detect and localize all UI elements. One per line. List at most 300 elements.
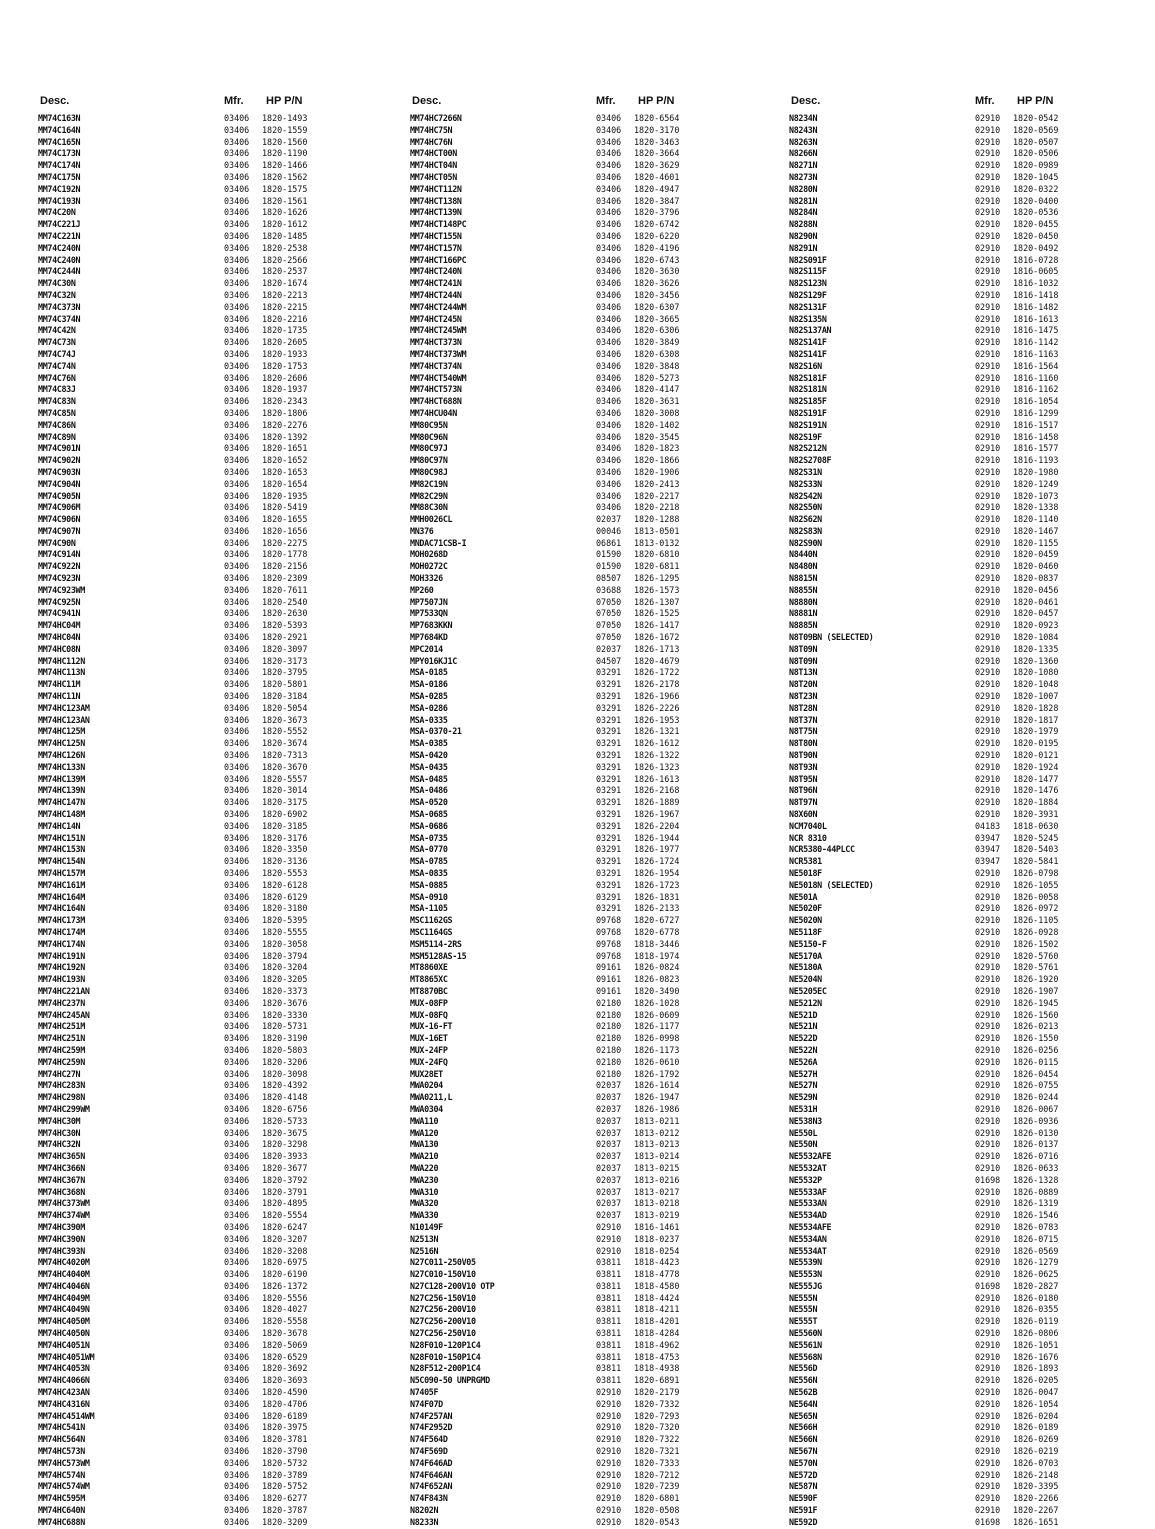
manufacturer-code: 03406 <box>596 466 622 477</box>
part-description: MM74HC4049N <box>38 1304 90 1315</box>
hp-part-number: 1820-1338 <box>1013 502 1059 513</box>
hp-part-number: 1820-3975 <box>262 1422 308 1433</box>
part-description: MSA-0485 <box>410 773 448 784</box>
hp-part-number: 1820-3795 <box>262 667 308 678</box>
part-description: MM74HC30N <box>38 1127 81 1138</box>
hp-part-number: 1820-2216 <box>262 313 308 324</box>
part-description: NE555T <box>789 1316 818 1327</box>
manufacturer-code: 02910 <box>596 1410 622 1421</box>
hp-part-number: 1816-1054 <box>1013 396 1059 407</box>
manufacturer-code: 03811 <box>596 1269 622 1280</box>
manufacturer-code: 02180 <box>596 997 622 1008</box>
table-row <box>410 1363 770 1375</box>
manufacturer-code: 02037 <box>596 1198 622 1209</box>
manufacturer-code: 03406 <box>224 360 250 371</box>
table-row <box>410 1092 770 1104</box>
manufacturer-code: 03811 <box>596 1328 622 1339</box>
table-row <box>789 373 1149 385</box>
manufacturer-code: 02910 <box>975 525 1001 536</box>
part-description: MM74HC640N <box>38 1505 85 1516</box>
manufacturer-code: 02910 <box>975 1103 1001 1114</box>
manufacturer-code: 02910 <box>975 514 1001 525</box>
table-row <box>38 514 398 526</box>
part-description: MM88C30N <box>410 502 448 513</box>
part-description: MOH3326 <box>410 573 443 584</box>
hp-part-number: 1820-0542 <box>1013 113 1059 123</box>
table-row <box>789 443 1149 455</box>
table-row <box>789 632 1149 644</box>
part-description: MM82C19N <box>410 478 448 489</box>
manufacturer-code: 02910 <box>975 962 1001 973</box>
hp-part-number: 1820-3674 <box>262 738 308 749</box>
table-row <box>38 738 398 750</box>
part-description: MM74HCT688N <box>410 396 462 407</box>
manufacturer-code: 03406 <box>224 915 250 926</box>
part-description: MM74C904N <box>38 478 81 489</box>
part-description: NE501A <box>789 891 818 902</box>
table-row <box>410 302 770 314</box>
part-description: MT8870BC <box>410 985 448 996</box>
table-row <box>38 196 398 208</box>
table-row <box>410 514 770 526</box>
table-row <box>38 1222 398 1234</box>
part-description: MM74HC151N <box>38 832 85 843</box>
manufacturer-code: 02910 <box>975 337 1001 348</box>
table-row <box>38 160 398 172</box>
manufacturer-code: 03406 <box>224 254 250 265</box>
table-row <box>38 750 398 762</box>
table-row <box>38 679 398 691</box>
table-row <box>789 491 1149 503</box>
table-row <box>789 384 1149 396</box>
manufacturer-code: 02910 <box>975 573 1001 584</box>
part-description: N8815N <box>789 573 818 584</box>
hp-part-number: 1820-1140 <box>1013 514 1059 525</box>
part-description: N82S191N <box>789 419 827 430</box>
hp-part-number: 1820-6810 <box>634 549 680 560</box>
part-description: NE5534AN <box>789 1233 827 1244</box>
part-description: MM74C32N <box>38 289 76 300</box>
manufacturer-code: 02910 <box>975 1210 1001 1221</box>
hp-part-number: 1820-2218 <box>634 502 680 513</box>
hp-part-number: 1820-0121 <box>1013 750 1059 761</box>
part-description: N74F564D <box>410 1434 448 1445</box>
hp-part-number: 1820-5760 <box>1013 950 1059 961</box>
part-description: MM74C83N <box>38 396 76 407</box>
hp-part-number: 1820-6564 <box>634 113 680 123</box>
table-row <box>410 1328 770 1340</box>
table-row <box>38 1128 398 1140</box>
part-description: MM74HC4051WM <box>38 1351 95 1362</box>
part-description: MMH0026CL <box>410 514 453 525</box>
hp-part-number: 1816-1517 <box>1013 419 1059 430</box>
manufacturer-code: 03406 <box>224 738 250 749</box>
hp-part-number: 1826-1889 <box>634 797 680 808</box>
manufacturer-code: 02910 <box>975 1151 1001 1162</box>
table-row <box>38 1104 398 1116</box>
manufacturer-code: 02910 <box>975 1493 1001 1504</box>
hp-part-number: 1820-6891 <box>634 1375 680 1386</box>
table-row <box>789 1399 1149 1411</box>
part-description: N7405F <box>410 1387 439 1398</box>
hp-part-number: 1820-3630 <box>634 266 680 277</box>
part-description: N8266N <box>789 148 818 159</box>
hp-part-number: 1826-1724 <box>634 856 680 867</box>
hp-part-number: 1820-3456 <box>634 289 680 300</box>
part-description: N8T09N <box>789 655 818 666</box>
part-description: MSC1164GS <box>410 926 453 937</box>
hp-part-number: 1820-4947 <box>634 183 680 194</box>
part-description: N8480N <box>789 561 818 572</box>
manufacturer-code: 09768 <box>596 938 622 949</box>
table-row <box>38 1234 398 1246</box>
table-row <box>38 998 398 1010</box>
part-description: MM74HC366N <box>38 1162 85 1173</box>
manufacturer-code: 07050 <box>596 596 622 607</box>
part-description: MM74C74J <box>38 348 76 359</box>
part-description: N8T23N <box>789 691 818 702</box>
hp-part-number: 1820-1979 <box>1013 726 1059 737</box>
table-row <box>38 1198 398 1210</box>
manufacturer-code: 03406 <box>224 573 250 584</box>
manufacturer-code: 09161 <box>596 985 622 996</box>
manufacturer-code: 02910 <box>975 903 1001 914</box>
hp-part-number: 1820-1402 <box>634 419 680 430</box>
manufacturer-code: 02910 <box>975 242 1001 253</box>
hp-part-number: 1820-1466 <box>262 160 308 171</box>
hp-part-number: 1826-0119 <box>1013 1316 1059 1327</box>
table-row <box>410 785 770 797</box>
hp-part-number: 1820-7313 <box>262 750 308 761</box>
manufacturer-code: 03406 <box>224 1115 250 1126</box>
hp-part-number: 1820-1980 <box>1013 466 1059 477</box>
manufacturer-code: 03291 <box>596 832 622 843</box>
manufacturer-code: 03406 <box>596 289 622 300</box>
manufacturer-code: 01698 <box>975 1174 1001 1185</box>
hp-part-number: 1820-5553 <box>262 868 308 878</box>
part-description: N82S185F <box>789 396 827 407</box>
manufacturer-code: 03406 <box>596 360 622 371</box>
manufacturer-code: 03291 <box>596 761 622 772</box>
table-row <box>789 620 1149 632</box>
manufacturer-code: 02037 <box>596 514 622 525</box>
hp-part-number: 1820-5761 <box>1013 962 1059 973</box>
hp-part-number: 1816-1613 <box>1013 313 1059 324</box>
part-description: MN376 <box>410 525 434 536</box>
table-row <box>38 314 398 326</box>
hp-part-number: 1820-2217 <box>634 490 680 501</box>
table-row <box>789 266 1149 278</box>
manufacturer-code: 02910 <box>975 1068 1001 1079</box>
hp-part-number: 1820-0837 <box>1013 573 1059 584</box>
hp-part-number: 1820-1656 <box>262 525 308 536</box>
hp-part-number: 1820-1933 <box>262 348 308 359</box>
manufacturer-code: 03406 <box>224 1339 250 1350</box>
table-row <box>38 278 398 290</box>
table-row <box>789 797 1149 809</box>
hp-part-number: 1820-3848 <box>634 360 680 371</box>
table-row <box>789 927 1149 939</box>
hp-part-number: 1820-3208 <box>262 1245 308 1256</box>
table-row <box>38 1434 398 1446</box>
table-row <box>789 196 1149 208</box>
hp-part-number: 1820-6801 <box>634 1493 680 1504</box>
manufacturer-code: 03406 <box>224 1127 250 1138</box>
table-row <box>789 691 1149 703</box>
manufacturer-code: 03406 <box>224 1434 250 1445</box>
part-description: MM80C96N <box>410 431 448 442</box>
part-description: MWA0304 <box>410 1103 443 1114</box>
manufacturer-code: 03406 <box>224 242 250 253</box>
part-description: MM74C373N <box>38 301 81 312</box>
hp-part-number: 1820-3185 <box>262 820 308 831</box>
manufacturer-code: 03406 <box>224 761 250 772</box>
table-row <box>38 691 398 703</box>
manufacturer-code: 02910 <box>975 1245 1001 1256</box>
manufacturer-code: 03406 <box>224 1375 250 1386</box>
manufacturer-code: 03406 <box>224 903 250 914</box>
hp-part-number: 1826-1328 <box>1013 1174 1059 1185</box>
table-row <box>410 585 770 597</box>
part-description: MP7683KKN <box>410 620 453 631</box>
table-row <box>38 1340 398 1352</box>
table-row <box>410 726 770 738</box>
manufacturer-code: 02910 <box>975 183 1001 194</box>
hp-part-number: 1826-1560 <box>1013 1009 1059 1020</box>
table-row <box>38 1458 398 1470</box>
part-description: MUX-08FQ <box>410 1009 448 1020</box>
manufacturer-code: 02910 <box>975 278 1001 289</box>
hp-part-number: 1820-3849 <box>634 337 680 348</box>
part-description: MM74HC4050M <box>38 1316 90 1327</box>
hp-part-number: 1816-1564 <box>1013 360 1059 371</box>
table-row <box>38 290 398 302</box>
part-description: MM74HC11M <box>38 679 81 690</box>
manufacturer-code: 03811 <box>596 1351 622 1362</box>
hp-part-number: 1820-3097 <box>262 643 308 654</box>
hp-part-number: 1820-3787 <box>262 1505 308 1516</box>
table-row <box>410 290 770 302</box>
part-description: NE5532AT <box>789 1162 827 1173</box>
table-row <box>789 467 1149 479</box>
part-description: N74F2952D <box>410 1422 453 1433</box>
part-description: N8273N <box>789 171 818 182</box>
manufacturer-code: 09161 <box>596 974 622 985</box>
hp-part-number: 1816-1577 <box>1013 443 1059 454</box>
table-row <box>38 844 398 856</box>
part-description: NCR5380-44PLCC <box>789 844 855 855</box>
manufacturer-code: 02910 <box>975 466 1001 477</box>
table-row <box>38 455 398 467</box>
table-row <box>789 184 1149 196</box>
hp-part-number: 1820-2566 <box>262 254 308 265</box>
table-row <box>38 927 398 939</box>
part-description: MOH0268D <box>410 549 448 560</box>
hp-part-number: 1820-0455 <box>1013 219 1059 230</box>
manufacturer-code: 02910 <box>975 1410 1001 1421</box>
part-description: MM74C173N <box>38 148 81 159</box>
manufacturer-code: 03406 <box>224 926 250 937</box>
manufacturer-code: 03406 <box>224 809 250 820</box>
table-row <box>789 1375 1149 1387</box>
manufacturer-code: 03406 <box>224 773 250 784</box>
manufacturer-code: 02180 <box>596 1068 622 1079</box>
hp-part-number: 1820-1467 <box>1013 525 1059 536</box>
part-description: N8855N <box>789 584 818 595</box>
manufacturer-code: 02910 <box>975 537 1001 548</box>
hp-part-number: 1820-3664 <box>634 148 680 159</box>
manufacturer-code: 03406 <box>224 820 250 831</box>
hp-part-number: 1820-3631 <box>634 396 680 407</box>
table-row <box>789 1021 1149 1033</box>
part-description: NE5020N <box>789 915 822 926</box>
manufacturer-code: 03291 <box>596 773 622 784</box>
hp-part-number: 1820-7239 <box>634 1481 680 1492</box>
part-description: MM74C221N <box>38 230 81 241</box>
manufacturer-code: 03406 <box>224 1422 250 1433</box>
table-row <box>789 561 1149 573</box>
part-description: MM74HC164M <box>38 891 85 902</box>
manufacturer-code: 03406 <box>596 160 622 171</box>
hp-part-number: 1820-3170 <box>634 124 680 135</box>
manufacturer-code: 02910 <box>975 584 1001 595</box>
hp-part-number: 1826-1054 <box>1013 1398 1059 1409</box>
hp-part-number: 1820-1817 <box>1013 714 1059 725</box>
table-row <box>789 656 1149 668</box>
part-description: N82S2708F <box>789 455 832 466</box>
table-row <box>38 396 398 408</box>
hp-part-number: 1820-3014 <box>262 785 308 796</box>
table-row <box>38 632 398 644</box>
table-row <box>410 939 770 951</box>
table-row <box>410 644 770 656</box>
hp-part-number: 1816-0728 <box>1013 254 1059 265</box>
part-description: MM74HC4040M <box>38 1269 90 1280</box>
part-description: N8T95N <box>789 773 818 784</box>
hp-part-number: 1820-7322 <box>634 1434 680 1445</box>
part-description: NE555JG <box>789 1280 822 1291</box>
manufacturer-code: 02910 <box>975 549 1001 560</box>
parts-list <box>410 113 770 1529</box>
hp-part-number: 1820-3790 <box>262 1446 308 1457</box>
manufacturer-code: 03406 <box>224 1103 250 1114</box>
manufacturer-code: 02180 <box>596 1033 622 1044</box>
hp-part-number: 1820-1652 <box>262 455 308 466</box>
hp-part-number: 1826-1792 <box>634 1068 680 1079</box>
hp-part-number: 1820-3173 <box>262 655 308 666</box>
manufacturer-code: 02910 <box>596 1469 622 1480</box>
manufacturer-code: 02910 <box>975 1044 1001 1055</box>
hp-part-number: 1826-1945 <box>1013 997 1059 1008</box>
part-description: MM74HC76N <box>410 136 453 147</box>
table-row <box>410 184 770 196</box>
part-description: MWA310 <box>410 1186 439 1197</box>
part-description: N27C128-200V10 OTP <box>410 1280 495 1291</box>
hp-part-number: 1820-1084 <box>1013 632 1059 643</box>
hp-part-number: 1826-0047 <box>1013 1387 1059 1398</box>
table-row <box>38 1139 398 1151</box>
table-row <box>38 1505 398 1517</box>
hp-part-number: 1826-1676 <box>1013 1351 1059 1362</box>
table-row <box>789 148 1149 160</box>
table-row <box>410 314 770 326</box>
table-row <box>789 1210 1149 1222</box>
hp-part-number: 1820-1924 <box>1013 761 1059 772</box>
part-description: MUX-16ET <box>410 1033 448 1044</box>
part-description: MM82C29N <box>410 490 448 501</box>
part-description: MM74C90N <box>38 537 76 548</box>
hp-part-number: 1820-6189 <box>262 1410 308 1421</box>
manufacturer-code: 03291 <box>596 891 622 902</box>
part-description: N27C256-200V10 <box>410 1304 476 1315</box>
table-row <box>410 125 770 137</box>
hp-part-number: 1820-1937 <box>262 384 308 395</box>
part-description: MM74HC368N <box>38 1186 85 1197</box>
table-row <box>38 1187 398 1199</box>
part-description: N2516N <box>410 1245 439 1256</box>
part-description: MWA0204 <box>410 1080 443 1091</box>
hp-part-number: 1820-3136 <box>262 856 308 867</box>
hp-part-number: 1820-4027 <box>262 1304 308 1315</box>
table-row <box>410 573 770 585</box>
part-description: MM74HC193N <box>38 974 85 985</box>
hp-part-number: 1826-0823 <box>634 974 680 985</box>
table-row <box>789 1505 1149 1517</box>
parts-list <box>789 113 1149 1529</box>
hp-part-number: 1818-4778 <box>634 1269 680 1280</box>
table-row <box>38 880 398 892</box>
manufacturer-code: 02910 <box>975 1162 1001 1173</box>
part-description: MM74C192N <box>38 183 81 194</box>
table-row <box>789 1446 1149 1458</box>
manufacturer-code: 03406 <box>596 278 622 289</box>
manufacturer-code: 02910 <box>975 301 1001 312</box>
manufacturer-code: 03406 <box>224 1068 250 1079</box>
table-row <box>38 491 398 503</box>
manufacturer-code: 02910 <box>975 761 1001 772</box>
table-row <box>410 1352 770 1364</box>
hp-part-number: 1820-3791 <box>262 1186 308 1197</box>
manufacturer-code: 02910 <box>975 1316 1001 1327</box>
manufacturer-code: 02910 <box>975 313 1001 324</box>
hp-part-number: 1820-4679 <box>634 655 680 666</box>
manufacturer-code: 02910 <box>975 997 1001 1008</box>
part-description: N82S091F <box>789 254 827 265</box>
hp-part-number: 1820-3673 <box>262 714 308 725</box>
hp-part-number: 1820-3209 <box>262 1516 308 1527</box>
hp-part-number: 1820-3796 <box>634 207 680 218</box>
table-row <box>38 302 398 314</box>
part-description: MM74HC4051N <box>38 1339 90 1350</box>
hp-part-number: 1820-6129 <box>262 891 308 902</box>
part-description: N82S141F <box>789 337 827 348</box>
table-row <box>789 785 1149 797</box>
hp-part-number: 1826-1920 <box>1013 974 1059 985</box>
hp-part-number: 1820-2215 <box>262 301 308 312</box>
manufacturer-code: 03406 <box>224 1351 250 1362</box>
hp-part-number: 1820-1493 <box>262 113 308 123</box>
table-row <box>789 1422 1149 1434</box>
manufacturer-code: 02910 <box>975 1056 1001 1067</box>
table-row <box>38 219 398 231</box>
part-description: N8243N <box>789 124 818 135</box>
table-row <box>410 278 770 290</box>
table-row <box>410 1340 770 1352</box>
part-description: N82S212N <box>789 443 827 454</box>
manufacturer-code: 02910 <box>975 1505 1001 1516</box>
table-row <box>410 207 770 219</box>
hp-part-number: 1820-6308 <box>634 348 680 359</box>
